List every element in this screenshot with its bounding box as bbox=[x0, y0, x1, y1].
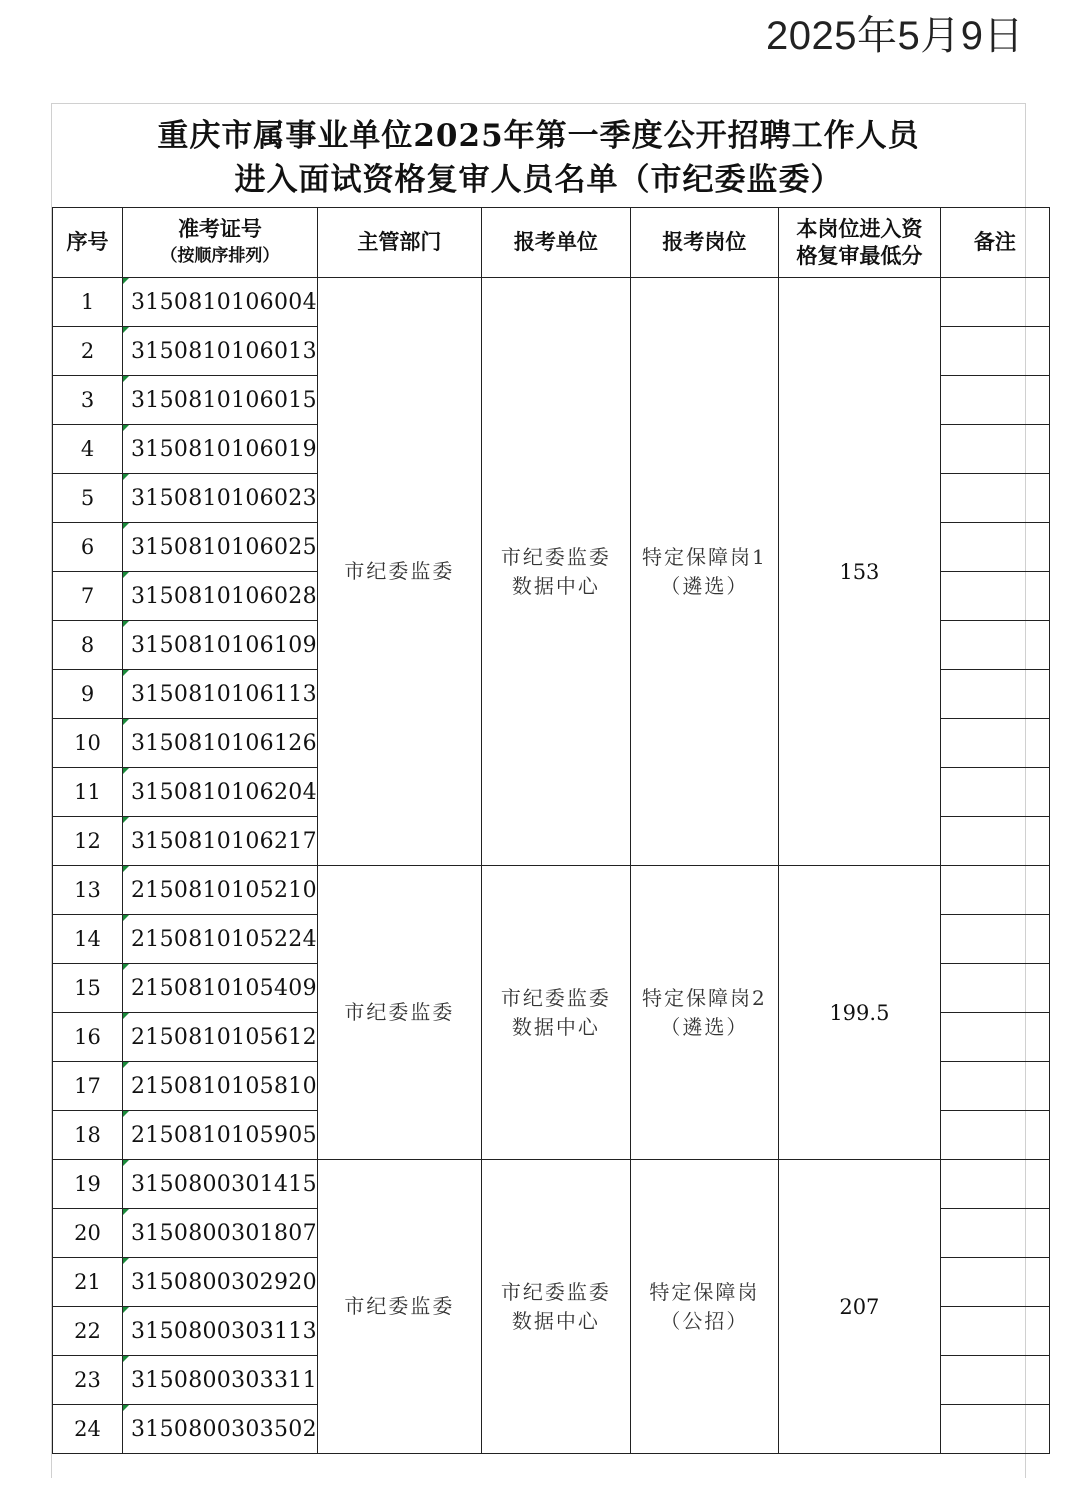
title-line-2: 进入面试资格复审人员名单（市纪委监委） bbox=[234, 162, 843, 198]
row-exam-number bbox=[123, 670, 318, 719]
cell-comment-marker bbox=[123, 866, 129, 872]
row-exam-number bbox=[123, 474, 318, 523]
header-exam-line-1: 准考证号 bbox=[177, 216, 262, 241]
cell-comment-marker bbox=[123, 376, 129, 382]
exam-number-text: 3150810106023 bbox=[131, 485, 317, 511]
group-unit bbox=[481, 1160, 630, 1454]
table-row bbox=[53, 1160, 1050, 1209]
row-remark bbox=[940, 1307, 1049, 1356]
header-unit: 报考单位 bbox=[481, 208, 630, 278]
cell-comment-marker bbox=[123, 1405, 129, 1411]
header-seq: 序号 bbox=[53, 208, 123, 278]
exam-number-text: 2150810105409 bbox=[131, 975, 317, 1001]
group-post bbox=[630, 278, 778, 866]
row-exam-number bbox=[123, 1062, 318, 1111]
row-seq: 13 bbox=[53, 866, 123, 915]
row-seq: 3 bbox=[53, 376, 123, 425]
row-exam-number bbox=[123, 719, 318, 768]
cell-comment-marker bbox=[123, 768, 129, 774]
group-min-score: 199.5 bbox=[778, 866, 940, 1160]
header-score-line-1: 本岗位进入资 bbox=[796, 216, 923, 241]
header-dept: 主管部门 bbox=[317, 208, 481, 278]
exam-number-text: 3150810106217 bbox=[131, 828, 317, 854]
exam-number-text: 3150810106126 bbox=[131, 730, 317, 756]
exam-number-text: 3150810106113 bbox=[131, 681, 317, 707]
exam-number-text: 3150810106013 bbox=[131, 338, 317, 364]
row-remark bbox=[940, 964, 1049, 1013]
row-remark bbox=[940, 915, 1049, 964]
unit-line-1: 市纪委监委 bbox=[500, 985, 611, 1010]
row-remark bbox=[940, 768, 1049, 817]
row-exam-number bbox=[123, 1356, 318, 1405]
exam-number-text: 3150800302920 bbox=[131, 1269, 317, 1295]
row-seq: 22 bbox=[53, 1307, 123, 1356]
unit-line-2: 数据中心 bbox=[511, 1014, 600, 1039]
row-seq: 8 bbox=[53, 621, 123, 670]
row-exam-number bbox=[123, 376, 318, 425]
exam-number-text: 3150800301415 bbox=[131, 1171, 317, 1197]
row-remark bbox=[940, 327, 1049, 376]
row-seq: 1 bbox=[53, 278, 123, 327]
row-remark bbox=[940, 1356, 1049, 1405]
row-remark bbox=[940, 572, 1049, 621]
row-exam-number bbox=[123, 915, 318, 964]
row-remark bbox=[940, 719, 1049, 768]
cell-comment-marker bbox=[123, 1062, 129, 1068]
cell-comment-marker bbox=[123, 523, 129, 529]
cell-comment-marker bbox=[123, 572, 129, 578]
exam-number-text: 3150800303113 bbox=[131, 1318, 317, 1344]
table-body bbox=[53, 278, 1050, 1454]
group-unit bbox=[481, 278, 630, 866]
unit-line-2: 数据中心 bbox=[511, 573, 600, 598]
post-line-2: （遴选） bbox=[660, 573, 749, 598]
table-row bbox=[53, 866, 1050, 915]
row-remark bbox=[940, 1062, 1049, 1111]
exam-number-text: 3150800301807 bbox=[131, 1220, 317, 1246]
row-exam-number bbox=[123, 425, 318, 474]
group-unit bbox=[481, 866, 630, 1160]
row-exam-number bbox=[123, 964, 318, 1013]
row-seq: 4 bbox=[53, 425, 123, 474]
unit-line-1: 市纪委监委 bbox=[500, 544, 611, 569]
row-exam-number bbox=[123, 1307, 318, 1356]
group-min-score: 153 bbox=[778, 278, 940, 866]
row-remark bbox=[940, 1013, 1049, 1062]
exam-number-text: 3150800303502 bbox=[131, 1416, 317, 1442]
row-exam-number bbox=[123, 1209, 318, 1258]
row-exam-number bbox=[123, 1258, 318, 1307]
row-exam-number bbox=[123, 572, 318, 621]
row-seq: 2 bbox=[53, 327, 123, 376]
row-remark bbox=[940, 866, 1049, 915]
row-seq: 12 bbox=[53, 817, 123, 866]
row-exam-number bbox=[123, 817, 318, 866]
header-exam-line-2: （按顺序排列） bbox=[160, 245, 280, 266]
exam-number-text: 3150800303311 bbox=[131, 1367, 317, 1393]
cell-comment-marker bbox=[123, 425, 129, 431]
document-title bbox=[52, 104, 1025, 208]
cell-comment-marker bbox=[123, 1111, 129, 1117]
cell-comment-marker bbox=[123, 1209, 129, 1215]
cell-comment-marker bbox=[123, 670, 129, 676]
title-line-1: 重庆市属事业单位2025年第一季度公开招聘工作人员 bbox=[157, 118, 920, 154]
row-seq: 6 bbox=[53, 523, 123, 572]
row-remark bbox=[940, 474, 1049, 523]
cell-comment-marker bbox=[123, 817, 129, 823]
row-exam-number bbox=[123, 1013, 318, 1062]
row-seq: 17 bbox=[53, 1062, 123, 1111]
header-post: 报考岗位 bbox=[630, 208, 778, 278]
header-min-score bbox=[778, 208, 940, 278]
group-post bbox=[630, 866, 778, 1160]
group-min-score: 207 bbox=[778, 1160, 940, 1454]
row-remark bbox=[940, 376, 1049, 425]
row-seq: 10 bbox=[53, 719, 123, 768]
exam-number-text: 2150810105224 bbox=[131, 926, 317, 952]
row-seq: 16 bbox=[53, 1013, 123, 1062]
exam-number-text: 2150810105905 bbox=[131, 1122, 317, 1148]
post-line-2: （公招） bbox=[660, 1308, 749, 1333]
exam-number-text: 3150810106004 bbox=[131, 289, 317, 315]
row-exam-number bbox=[123, 327, 318, 376]
group-post bbox=[630, 1160, 778, 1454]
row-seq: 7 bbox=[53, 572, 123, 621]
unit-line-1: 市纪委监委 bbox=[500, 1279, 611, 1304]
header-score-line-2: 格复审最低分 bbox=[796, 243, 923, 268]
document-date: 2025年5月9日 bbox=[766, 14, 1024, 58]
row-seq: 15 bbox=[53, 964, 123, 1013]
row-seq: 21 bbox=[53, 1258, 123, 1307]
exam-number-text: 3150810106025 bbox=[131, 534, 317, 560]
cell-comment-marker bbox=[123, 1356, 129, 1362]
cell-comment-marker bbox=[123, 1258, 129, 1264]
row-exam-number bbox=[123, 768, 318, 817]
row-exam-number bbox=[123, 866, 318, 915]
exam-number-text: 2150810105210 bbox=[131, 877, 317, 903]
group-dept: 市纪委监委 bbox=[317, 866, 481, 1160]
row-remark bbox=[940, 1258, 1049, 1307]
exam-number-text: 2150810105810 bbox=[131, 1073, 317, 1099]
cell-comment-marker bbox=[123, 1160, 129, 1166]
row-exam-number bbox=[123, 621, 318, 670]
row-remark bbox=[940, 670, 1049, 719]
post-line-1: 特定保障岗 bbox=[649, 1279, 760, 1304]
post-line-2: （遴选） bbox=[660, 1014, 749, 1039]
row-exam-number bbox=[123, 278, 318, 327]
row-seq: 19 bbox=[53, 1160, 123, 1209]
unit-line-2: 数据中心 bbox=[511, 1308, 600, 1333]
row-seq: 23 bbox=[53, 1356, 123, 1405]
row-remark bbox=[940, 425, 1049, 474]
exam-number-text: 2150810105612 bbox=[131, 1024, 317, 1050]
row-seq: 18 bbox=[53, 1111, 123, 1160]
cell-comment-marker bbox=[123, 474, 129, 480]
exam-number-text: 3150810106015 bbox=[131, 387, 317, 413]
header-exam-number bbox=[123, 208, 318, 278]
exam-number-text: 3150810106028 bbox=[131, 583, 317, 609]
exam-number-text: 3150810106204 bbox=[131, 779, 317, 805]
row-remark bbox=[940, 1160, 1049, 1209]
row-seq: 24 bbox=[53, 1405, 123, 1454]
post-line-1: 特定保障岗1 bbox=[642, 544, 767, 569]
cell-comment-marker bbox=[123, 621, 129, 627]
row-seq: 14 bbox=[53, 915, 123, 964]
row-seq: 5 bbox=[53, 474, 123, 523]
cell-comment-marker bbox=[123, 327, 129, 333]
exam-number-text: 3150810106019 bbox=[131, 436, 317, 462]
exam-number-text: 3150810106109 bbox=[131, 632, 317, 658]
row-exam-number bbox=[123, 523, 318, 572]
row-seq: 20 bbox=[53, 1209, 123, 1258]
cell-comment-marker bbox=[123, 719, 129, 725]
cell-comment-marker bbox=[123, 278, 129, 284]
row-remark bbox=[940, 1209, 1049, 1258]
group-dept: 市纪委监委 bbox=[317, 1160, 481, 1454]
row-remark bbox=[940, 817, 1049, 866]
candidate-table bbox=[52, 207, 1050, 1454]
row-remark bbox=[940, 278, 1049, 327]
cell-comment-marker bbox=[123, 1013, 129, 1019]
cell-comment-marker bbox=[123, 1307, 129, 1313]
row-remark bbox=[940, 1405, 1049, 1454]
row-exam-number bbox=[123, 1111, 318, 1160]
row-remark bbox=[940, 1111, 1049, 1160]
row-seq: 9 bbox=[53, 670, 123, 719]
row-seq: 11 bbox=[53, 768, 123, 817]
row-exam-number bbox=[123, 1405, 318, 1454]
header-remark: 备注 bbox=[940, 208, 1049, 278]
row-remark bbox=[940, 523, 1049, 572]
group-dept: 市纪委监委 bbox=[317, 278, 481, 866]
cell-comment-marker bbox=[123, 915, 129, 921]
row-exam-number bbox=[123, 1160, 318, 1209]
post-line-1: 特定保障岗2 bbox=[642, 985, 767, 1010]
header-row bbox=[53, 208, 1050, 278]
table-row bbox=[53, 278, 1050, 327]
row-remark bbox=[940, 621, 1049, 670]
cell-comment-marker bbox=[123, 964, 129, 970]
